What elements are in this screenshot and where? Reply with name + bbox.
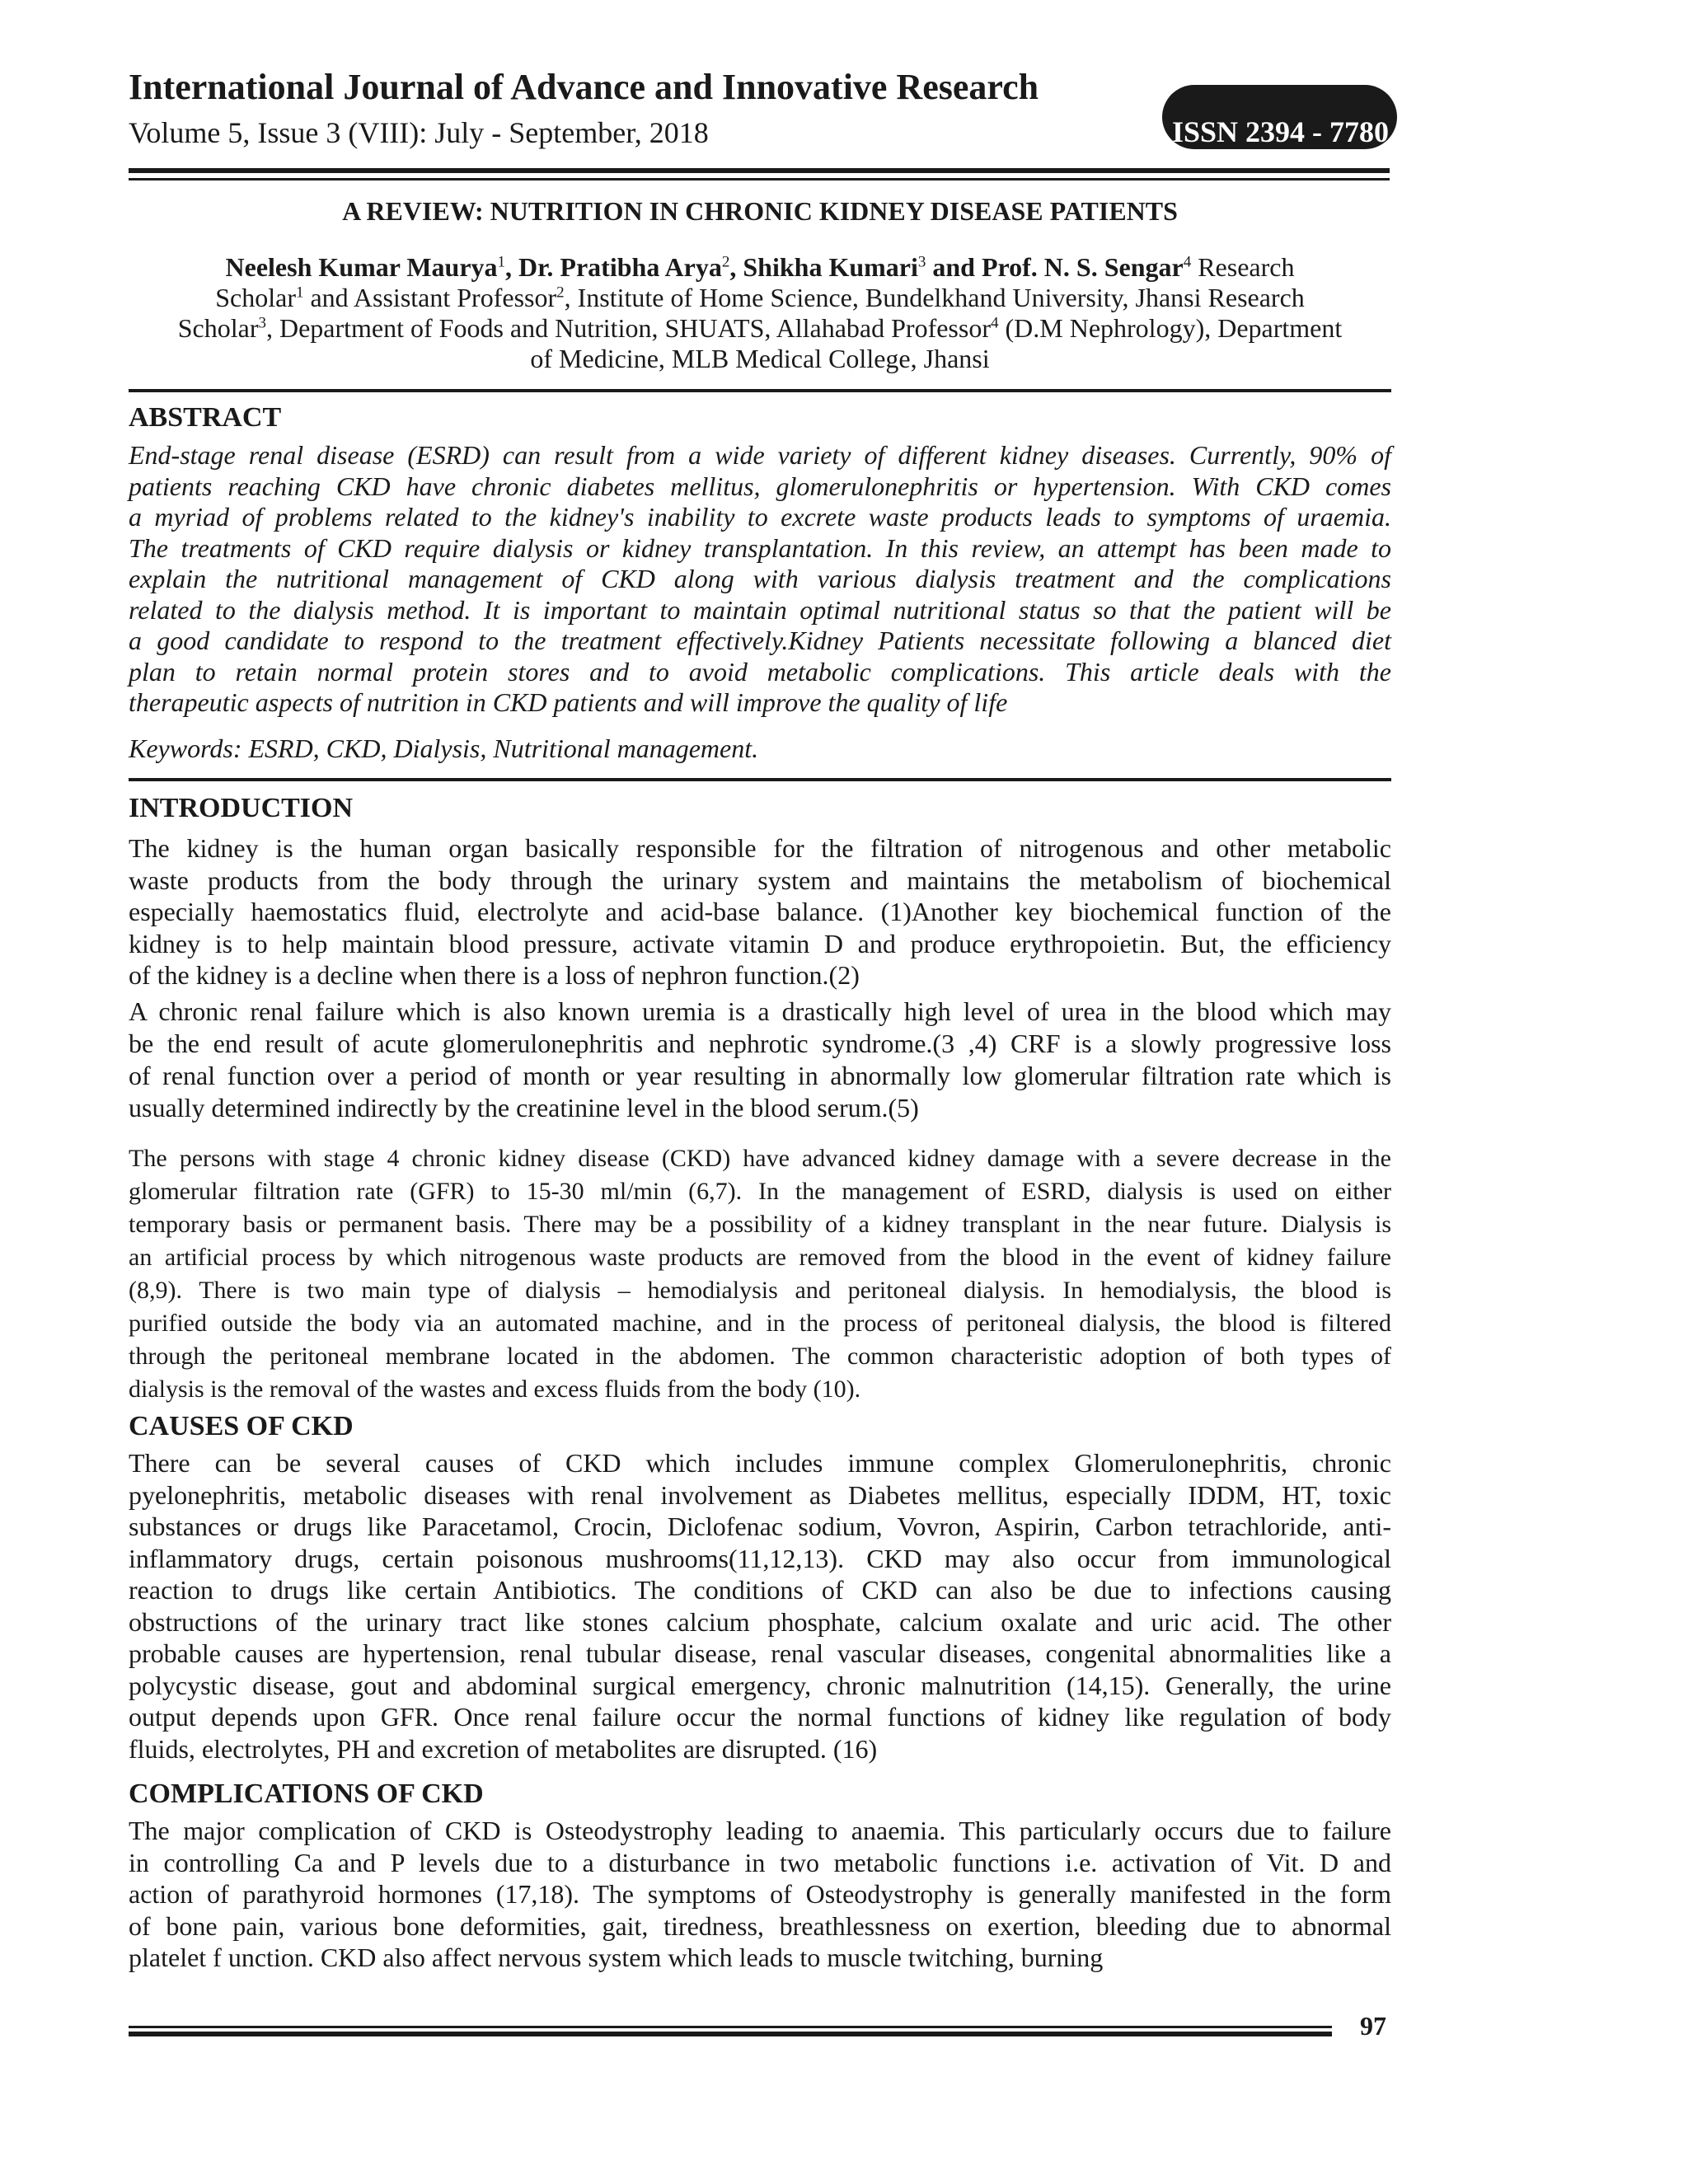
- affiliation-marker: 2: [556, 284, 565, 302]
- affiliation-marker: 1: [295, 284, 304, 302]
- text-line: The persons with stage 4 chronic kidney disease (CKD) have advanced kidney damage with a severe decrease in the: [129, 1145, 1391, 1172]
- introduction-paragraph-3: [129, 1142, 1391, 1406]
- text-line: purified outside the body via an automated machine, and in the process of peritoneal dialysis, the blood is filtered: [129, 1310, 1391, 1337]
- complications-heading: COMPLICATIONS OF CKD: [129, 1779, 484, 1809]
- text-line: polycystic disease, gout and abdominal surgical emergency, chronic malnutrition (14,15). Generally, the urine: [129, 1670, 1391, 1700]
- text-line: plan to retain normal protein stores and to avoid metabolic complications. This article deals with the: [129, 656, 1391, 687]
- text-line: End-stage renal disease (ESRD) can result from a wide variety of different kidney diseases. Currently, 90% of: [129, 440, 1391, 470]
- text-line: glomerular filtration rate (GFR) to 15-30 ml/min (6,7). In the management of ESRD, dialysis is used on either: [129, 1178, 1391, 1205]
- header-double-rule: [129, 168, 1390, 180]
- text-line: be the end result of acute glomerulonephritis and nephrotic syndrome.(3 ,4) CRF is a slowly progressive loss: [129, 1029, 1391, 1058]
- affiliation-line: [129, 313, 1391, 344]
- affiliation-marker: 4: [1183, 253, 1192, 271]
- text-line: There can be several causes of CKD which includes immune complex Glomerulonephritis, chronic: [129, 1448, 1391, 1478]
- text-line: probable causes are hypertension, renal tubular disease, renal vascular diseases, congenital abnormalities like a: [129, 1638, 1391, 1668]
- journal-volume: Volume 5, Issue 3 (VIII): July - September, 2018: [129, 116, 709, 149]
- keywords: Keywords: ESRD, CKD, Dialysis, Nutritional management.: [129, 733, 759, 763]
- paper-title: A REVIEW: NUTRITION IN CHRONIC KIDNEY DISEASE PATIENTS: [342, 196, 1178, 226]
- author-name: Dr. Pratibha Arya: [518, 252, 722, 282]
- text-line: temporary basis or permanent basis. There may be a possibility of a kidney transplant in the near future. Dialysis is: [129, 1211, 1391, 1238]
- affiliation-marker: 3: [258, 314, 266, 332]
- affiliation-text: , Institute of Home Science, Bundelkhand University, Jhansi Research: [564, 283, 1305, 312]
- introduction-paragraph-1: [129, 832, 1391, 991]
- affiliation-text: Research: [1191, 252, 1295, 282]
- affiliation-text: , Department of Foods and Nutrition, SHUATS, Allahabad Professor: [265, 313, 991, 343]
- text-line: of the kidney is a decline when there is a loss of nephron function.(2): [129, 960, 860, 990]
- text-line: patients reaching CKD have chronic diabetes mellitus, glomerulonephritis or hypertension. With CKD comes: [129, 471, 1391, 501]
- section-rule: [129, 778, 1391, 781]
- text-line: inflammatory drugs, certain poisonous mushrooms(11,12,13). CKD may also occur from immunological: [129, 1543, 1391, 1573]
- text-line: kidney is to help maintain blood pressure, activate vitamin D and produce erythropoietin. But, the efficiency: [129, 928, 1391, 958]
- text-line: usually determined indirectly by the creatinine level in the blood serum.(5): [129, 1093, 919, 1122]
- journal-title: International Journal of Advance and Innovative Research: [129, 67, 1039, 107]
- issn-badge: [1162, 85, 1397, 149]
- affiliation-marker: 2: [721, 253, 730, 271]
- text-line: through the peritoneal membrane located in the abdomen. The common characteristic adoption of both types of: [129, 1343, 1391, 1370]
- affiliation-text: Scholar: [177, 313, 259, 343]
- issn-text: ISSN 2394 - 7780: [1172, 115, 1390, 148]
- affiliation-text: and Assistant Professor: [303, 283, 557, 312]
- text-line: action of parathyroid hormones (17,18). The symptoms of Osteodystrophy is generally manifested in the form: [129, 1879, 1391, 1909]
- author-name: Prof. N. S. Sengar: [981, 252, 1184, 282]
- section-rule: [129, 389, 1391, 392]
- text-line: The kidney is the human organ basically responsible for the filtration of nitrogenous and other metabolic: [129, 833, 1391, 863]
- text-line: therapeutic aspects of nutrition in CKD patients and will improve the quality of life: [129, 687, 1008, 717]
- affiliation-marker: 3: [917, 253, 926, 271]
- text-line: waste products from the body through the urinary system and maintains the metabolism of biochemical: [129, 865, 1391, 895]
- text-line: a good candidate to respond to the treatment effectively.Kidney Patients necessitate following a blanced diet: [129, 626, 1391, 655]
- causes-heading: CAUSES OF CKD: [129, 1411, 354, 1441]
- text-line: explain the nutritional management of CKD along with various dialysis treatment and the complications: [129, 564, 1391, 593]
- abstract-text: [129, 440, 1391, 719]
- text-line: in controlling Ca and P levels due to a disturbance in two metabolic functions i.e. activation of Vit. D and: [129, 1847, 1391, 1877]
- affiliation-marker: 1: [497, 253, 506, 271]
- text-line: especially haemostatics fluid, electrolyte and acid-base balance. (1)Another key biochemical function of the: [129, 897, 1391, 926]
- text-line: of renal function over a period of month or year resulting in abnormally low glomerular filtration rate which is: [129, 1061, 1391, 1090]
- text-line: (8,9). There is two main type of dialysis – hemodialysis and peritoneal dialysis. In hemodialysis, the blood is: [129, 1277, 1391, 1304]
- affiliation-text: (D.M Nephrology), Department: [998, 313, 1343, 343]
- text-line: of bone pain, various bone deformities, gait, tiredness, breathlessness on exertion, bleeding due to abnormal: [129, 1910, 1391, 1941]
- text-line: The major complication of CKD is Osteodystrophy leading to anaemia. This particularly occurs due to failure: [129, 1816, 1391, 1845]
- introduction-paragraph-2: [129, 996, 1391, 1124]
- text-line: related to the dialysis method. It is important to maintain optimal nutritional status so that the patient will be: [129, 594, 1391, 625]
- introduction-heading: INTRODUCTION: [129, 793, 354, 823]
- text-line: A chronic renal failure which is also known uremia is a drastically high level of urea in the blood which may: [129, 996, 1391, 1026]
- causes-paragraph: [129, 1447, 1391, 1765]
- complications-paragraph: [129, 1815, 1391, 1974]
- affiliation-text: Scholar: [215, 283, 296, 312]
- abstract-heading: ABSTRACT: [129, 402, 282, 433]
- author-line: Neelesh Kumar Maurya$^1$, Dr. Pratibha Arya$^2$, Shikha Kumari$^3$ and Prof. N. S. Sengar$^4$ Research: [225, 252, 1295, 282]
- text-line: a myriad of problems related to the kidney's inability to excrete waste products leads to symptoms of uraemia.: [129, 502, 1391, 532]
- text-line: fluids, electrolytes, PH and excretion of metabolites are disrupted. (16): [129, 1733, 878, 1764]
- text-line: dialysis is the removal of the wastes and excess fluids from the body (10).: [129, 1376, 861, 1403]
- text-line: The treatments of CKD require dialysis or kidney transplantation. In this review, an attempt has been made to: [129, 532, 1391, 563]
- text-line: substances or drugs like Paracetamol, Crocin, Diclofenac sodium, Vovron, Aspirin, Carbon tetrachloride, anti-: [129, 1511, 1391, 1541]
- author-name: Shikha Kumari: [743, 252, 918, 282]
- affiliation-line: [129, 283, 1391, 313]
- text-line: an artificial process by which nitrogenous waste products are removed from the blood in the event of kidney failure: [129, 1244, 1391, 1271]
- text-line: platelet f unction. CKD also affect nervous system which leads to muscle twitching, burning: [129, 1943, 1104, 1972]
- author-block: [129, 252, 1391, 374]
- author-name: Neelesh Kumar Maurya: [225, 252, 498, 282]
- affiliation-marker: 4: [990, 314, 999, 332]
- text-line: obstructions of the urinary tract like stones calcium phosphate, calcium oxalate and uric acid. The other: [129, 1606, 1391, 1637]
- affiliation-line: of Medicine, MLB Medical College, Jhansi: [530, 344, 990, 373]
- page-number: 97: [1360, 2011, 1386, 2041]
- footer-double-rule: [129, 2026, 1332, 2036]
- text-line: reaction to drugs like certain Antibiotics. The conditions of CKD can also be due to infections causing: [129, 1575, 1391, 1605]
- text-line: output depends upon GFR. Once renal failure occur the normal functions of kidney like regulation of body: [129, 1702, 1391, 1732]
- text-line: pyelonephritis, metabolic diseases with renal involvement as Diabetes mellitus, especially IDDM, HT, toxic: [129, 1479, 1391, 1510]
